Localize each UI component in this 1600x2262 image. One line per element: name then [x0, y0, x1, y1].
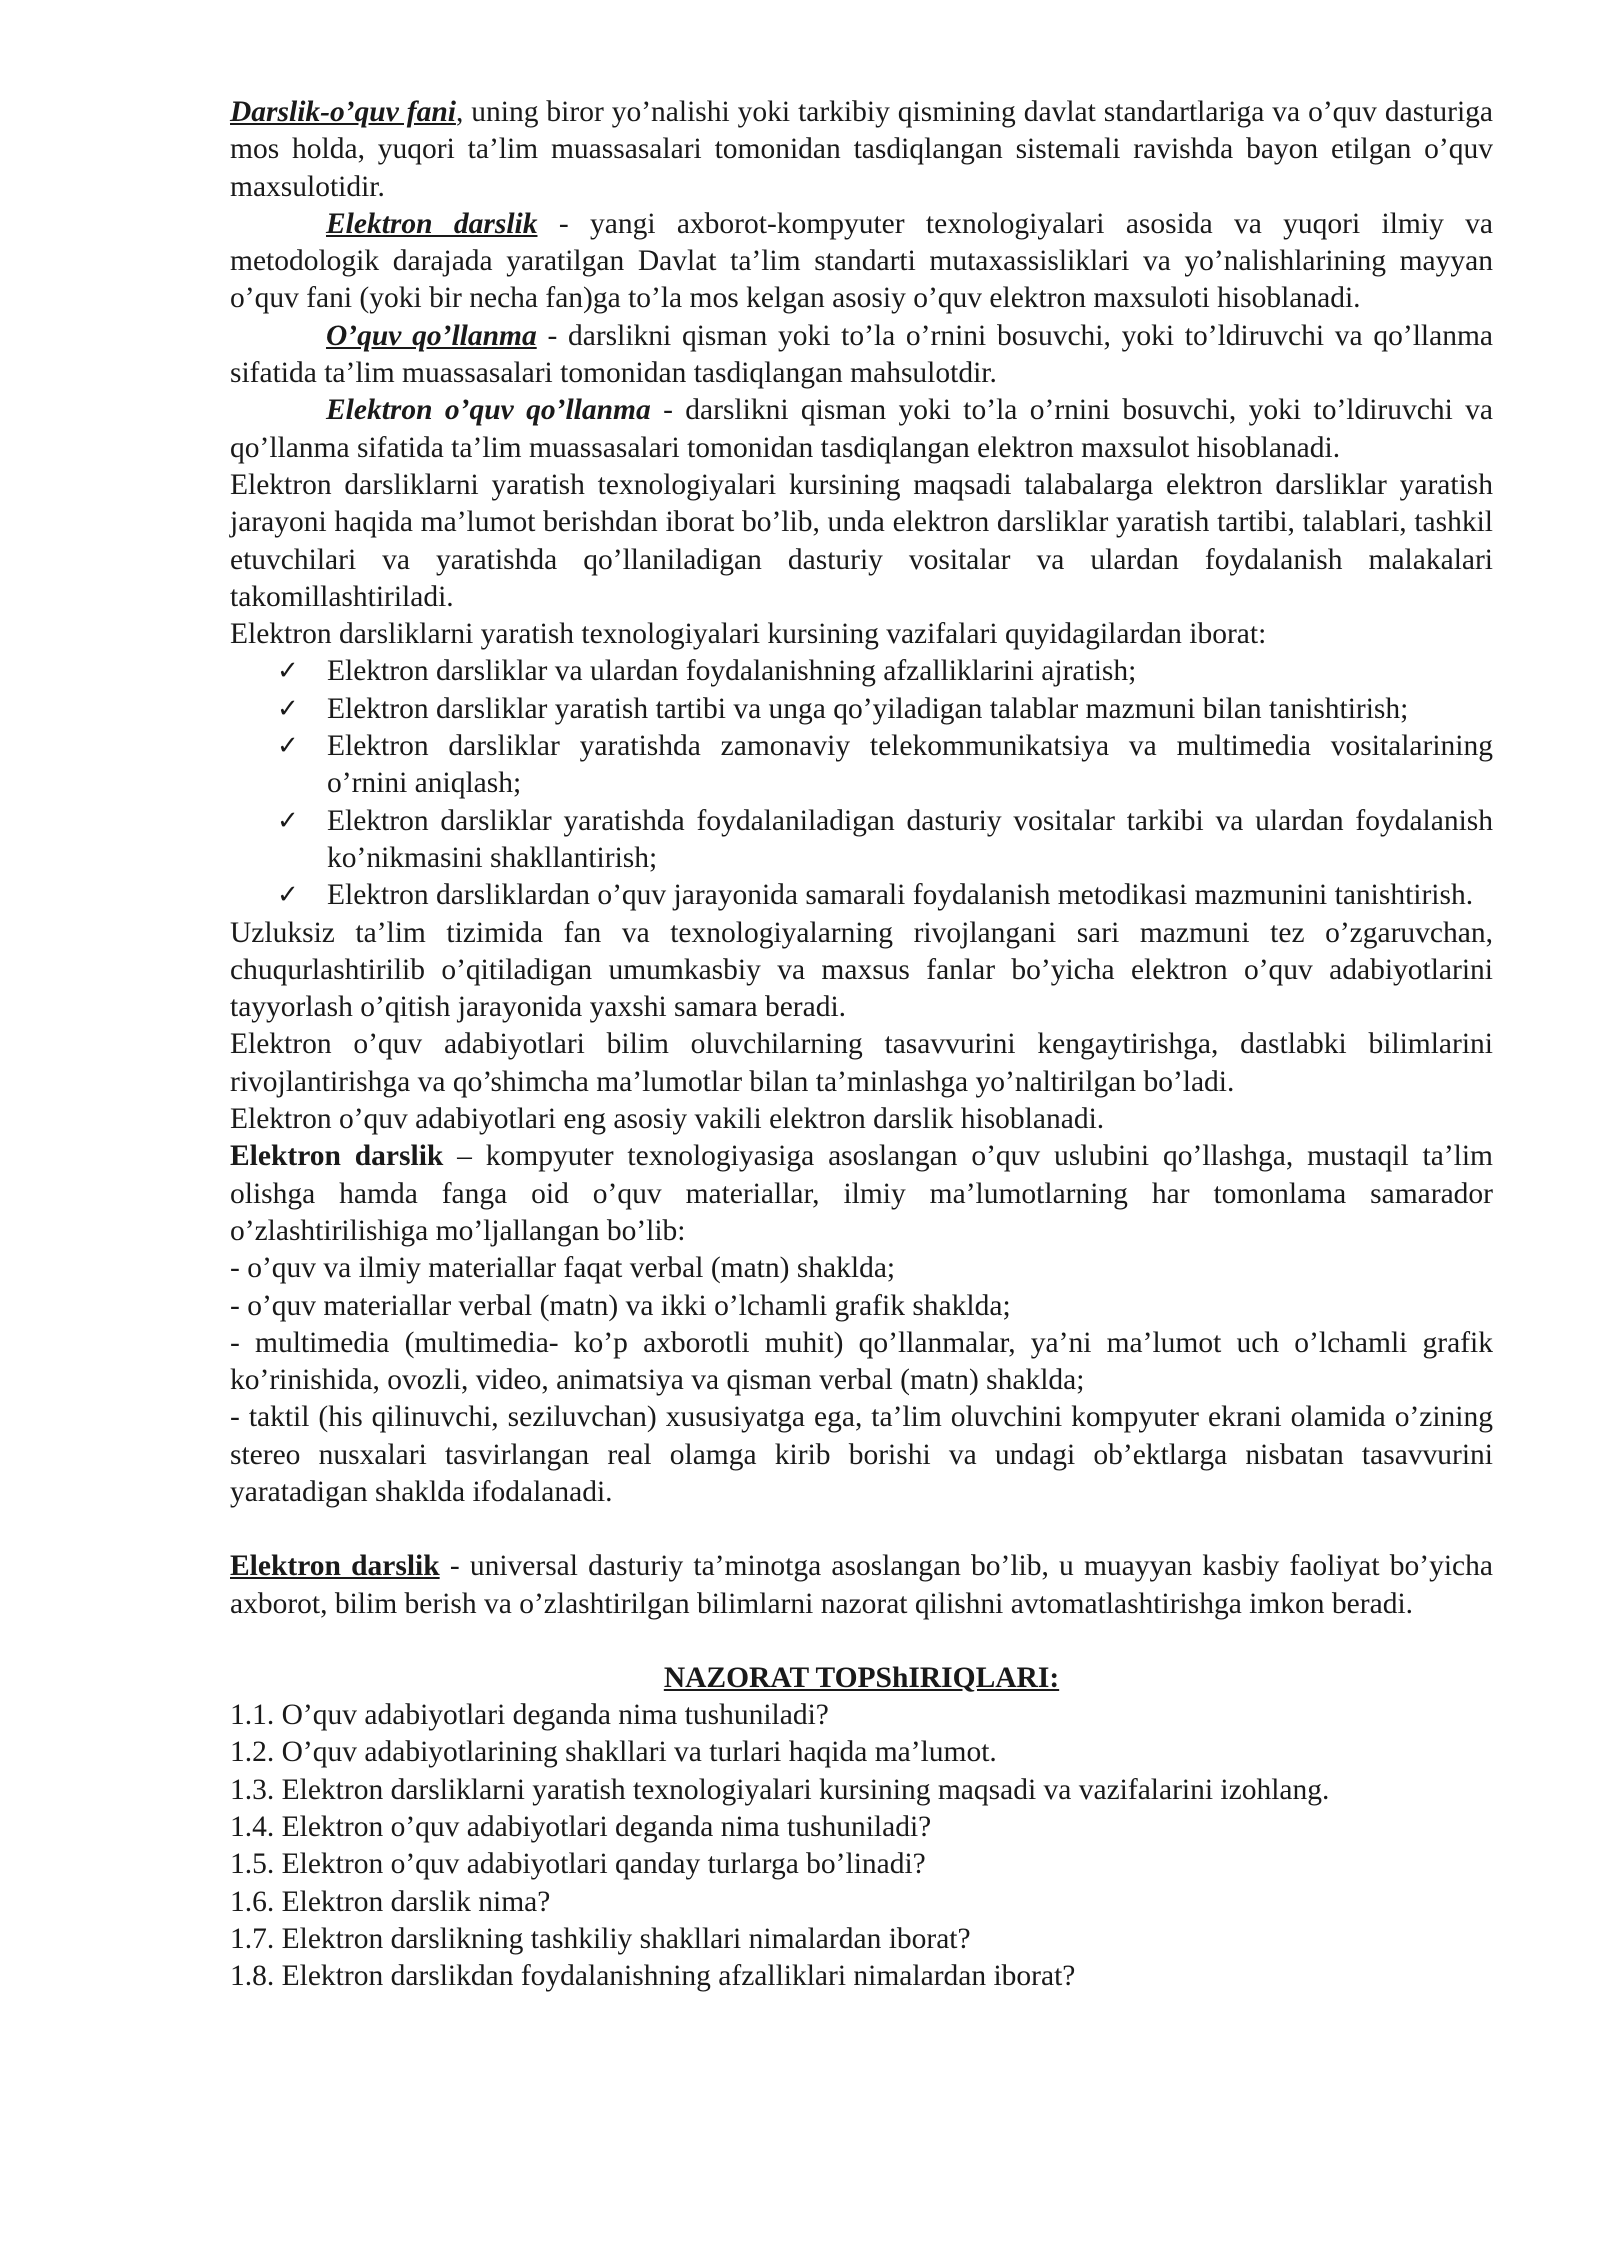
paragraph-main-representative: Elektron o’quv adabiyotlari eng asosiy vakili elektron darslik hisoblanadi.	[230, 1103, 1105, 1136]
course-tasks-list	[230, 653, 1493, 914]
question-item: 1.7. Elektron darslikning tashkiliy shakllari nimalardan iborat?	[230, 1922, 971, 1955]
list-item: ✓ Elektron darsliklardan o’quv jarayonida samarali foydalanish metodikasi mazmunini tanishtirish.	[327, 877, 1493, 914]
dash-item: - multimedia (multimedia- ko’p axborotli muhit) qo’llanmalar, ya’ni ma’lumot uch o’lchamli grafik ko’rinishida, ovozli, video, animatsiya va qisman verbal (matn) shaklda;	[230, 1326, 1493, 1397]
control-questions-list	[230, 1697, 1493, 1995]
question-item: 1.8. Elektron darslikdan foydalanishning afzalliklari nimalardan iborat?	[230, 1960, 1076, 1993]
question-item: 1.3. Elektron darsliklarni yaratish texnologiyalari kursining maqsadi va vazifalarini izohlang.	[230, 1773, 1330, 1806]
term-oquv-qollanma: O’quv qo’llanma	[326, 319, 537, 352]
list-item: ✓ Elektron darsliklar yaratish tartibi va unga qo’yiladigan talablar mazmuni bilan tanishtirish;	[327, 691, 1493, 728]
question-item: 1.1. O’quv adabiyotlari deganda nima tushuniladi?	[230, 1699, 829, 1732]
term-elektron-darslik: Elektron darslik	[326, 207, 538, 240]
list-item: ✓ Elektron darsliklar yaratishda zamonaviy telekommunikatsiya va multimedia vositalarining o’rnini aniqlash;	[277, 730, 1493, 800]
list-item: ✓ Elektron darsliklar yaratishda foydalaniladigan dasturiy vositalar tarkibi va ulardan foydalanish ko’nikmasini shakllantirish;	[277, 804, 1493, 874]
term-elektron-oquv-qollanma: Elektron o’quv qo’llanma	[326, 394, 651, 427]
dash-item: - taktil (his qilinuvchi, seziluvchan) xususiyatga ega, ta’lim oluvchini kompyuter ekrani olamida o’zining stereo nusxalari tasvirlangan real olamga kirib borishi va undagi ob’ektlarga nisbatan tasavvurini yaratadigan shaklda ifodalanadi.	[230, 1401, 1493, 1508]
paragraph-course-tasks-intro: Elektron darsliklarni yaratish texnologiyalari kursining vazifalari quyidagilardan iborat:	[230, 618, 1267, 651]
paragraph-course-goal: Elektron darsliklarni yaratish texnologiyalari kursining maqsadi talabalarga elektron darsliklar yaratish jarayoni haqida ma’lumot berishdan iborat bo’lib, unda elektron darsliklar yaratish tartibi, talablari, tashkil etuvchilari va yaratishda qo’llaniladigan dasturiy vositalar va ulardan foydalanish malakalari takomillashtiriladi.	[230, 468, 1493, 613]
definition-text: – kompyuter texnologiyasiga asoslangan o’quv uslubini qo’llashga, mustaqil ta’lim olishga hamda fanga oid o’quv materiallar, ilmiy ma’lumotlarning har tomonlama samarador o’zlashtirilishiga mo’ljallangan bo’lib:	[230, 1140, 1493, 1247]
paragraph-elektron-darslik-def2	[230, 1138, 1493, 1250]
section-heading: NAZORAT TOPShIRIQLARI:	[663, 1661, 1060, 1694]
question-item: 1.6. Elektron darslik nima?	[230, 1885, 551, 1918]
question-item: 1.5. Elektron o’quv adabiyotlari qanday turlarga bo’linadi?	[230, 1848, 926, 1881]
definition-text: , uning biror yo’nalishi yoki tarkibiy qismining davlat standartlariga va o’quv dasturiga mos holda, yuqori ta’lim muassasalari tomonidan tasdiqlangan sistemali ravishda bayon etilgan o’quv maxsulotidir.	[230, 96, 1493, 203]
paragraph-continuous-education: Uzluksiz ta’lim tizimida fan va texnologiyalarning rivojlangani sari mazmuni tez o’zgaruvchan, chuqurlashtirilib o’qitiladigan umumkasbiy va maxsus fanlar bo’yicha elektron o’quv adabiyotlarini tayyorlash o’qitish jarayonida yaxshi samara beradi.	[230, 916, 1493, 1024]
definition-text: - darslikni qisman yoki to’la o’rnini bosuvchi, yoki to’ldiruvchi va qo’llanma sifatida ta’lim muassasalari tomonidan tasdiqlangan mahsulotdir.	[230, 319, 1493, 390]
term-elektron-darslik-underlined: Elektron darslik	[230, 1550, 440, 1583]
checkmark-icon: ✓	[277, 880, 299, 911]
question-item: 1.4. Elektron o’quv adabiyotlari deganda nima tushuniladi?	[230, 1811, 932, 1844]
spacer	[230, 1623, 1493, 1660]
checkmark-icon: ✓	[277, 693, 299, 724]
paragraph-elektron-darslik-def3	[230, 1548, 1493, 1623]
checkmark-icon: ✓	[277, 805, 299, 836]
paragraph-electronic-literature: Elektron o’quv adabiyotlari bilim oluvchilarning tasavvurini kengaytirishga, dastlabki bilimlarini rivojlantirishga va qo’shimcha ma’lumotlar bilan ta’minlashga yo’naltirilgan bo’ladi.	[230, 1028, 1493, 1098]
paragraph-elektron-oquv-qollanma	[230, 392, 1493, 467]
checkmark-icon: ✓	[277, 731, 299, 762]
dash-item: - o’quv materiallar verbal (matn) va ikki o’lchamli grafik shaklda;	[230, 1289, 1011, 1322]
definition-text: - yangi axborot-kompyuter texnologiyalari asosida va yuqori ilmiy va metodologik darajada yaratilgan Davlat ta’lim standarti mutaxassisliklari va yo’nalishlarining mayyan o’quv fani (yoki bir necha fan)ga to’la mos kelgan asosiy o’quv elektron maxsuloti hisoblanadi.	[230, 207, 1493, 315]
question-item: 1.2. O’quv adabiyotlarining shakllari va turlari haqida ma’lumot.	[230, 1736, 997, 1769]
definition-text: - darslikni qisman yoki to’la o’rnini bosuvchi, yoki to’ldiruvchi va qo’llanma sifatida ta’lim muassasalari tomonidan tasdiqlangan elektron maxsulot hisoblanadi.	[230, 394, 1493, 464]
term-darslik: Darslik-o’quv fani	[230, 96, 456, 128]
list-item: ✓ Elektron darsliklar va ulardan foydalanishning afzalliklarini ajratish;	[327, 653, 1493, 690]
checkmark-icon: ✓	[277, 656, 299, 687]
spacer	[230, 1511, 1493, 1548]
dash-item: - o’quv va ilmiy materiallar faqat verbal (matn) shaklda;	[230, 1252, 896, 1285]
definition-text: - universal dasturiy ta’minotga asoslangan bo’lib, u muayyan kasbiy faoliyat bo’yicha axborot, bilim berish va o’zlashtirilgan bilimlarni nazorat qilishni avtomatlashtirishga imkon beradi.	[230, 1550, 1493, 1620]
paragraph-oquv-qollanma	[230, 318, 1493, 393]
term-elektron-darslik-bold: Elektron darslik	[230, 1140, 444, 1173]
paragraph-elektron-darslik	[230, 206, 1493, 318]
paragraph-darslik	[230, 94, 1493, 206]
